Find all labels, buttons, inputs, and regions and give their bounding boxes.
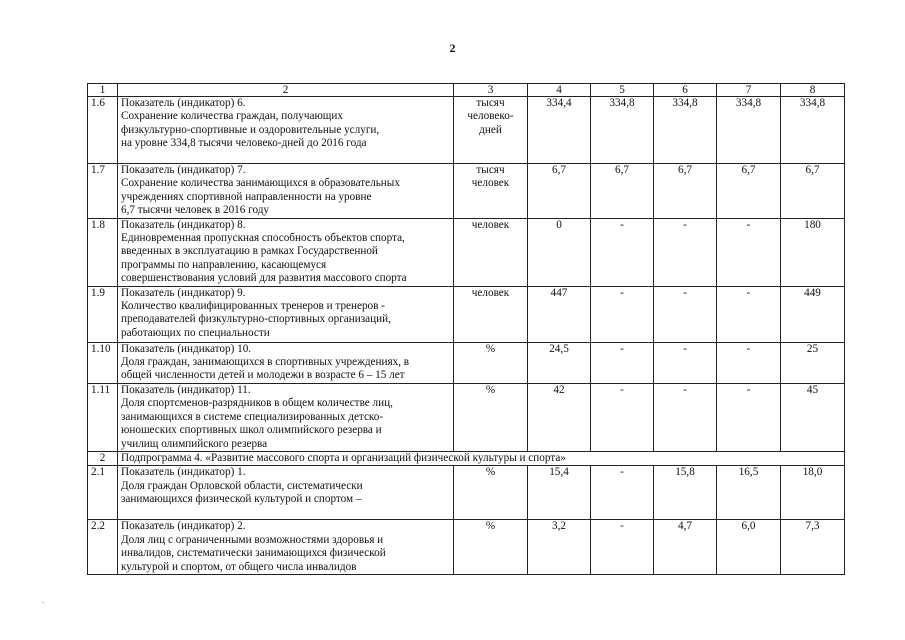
row-number: 2.2 [88, 520, 118, 575]
value-cell: 6,7 [781, 164, 845, 219]
description-line: Доля граждан, занимающихся в спортивных учреждениях, в [121, 356, 410, 369]
value-cell: 334,8 [781, 97, 845, 164]
description-line: Показатель (индикатор) 10. [121, 342, 252, 355]
description-line: Доля граждан Орловской области, систематически [121, 479, 363, 492]
value-cell: 7,3 [781, 520, 845, 575]
value-cell: - [717, 342, 781, 383]
value-cell: - [654, 286, 717, 342]
table-row [88, 218, 845, 286]
unit-line: % [485, 342, 496, 355]
value-cell: - [591, 466, 654, 520]
description-line: юношеских спортивных школ олимпийского резерва и [121, 424, 382, 437]
description-line: учреждениях спортивной направленности на уровне [121, 190, 372, 203]
indicator-description [118, 466, 454, 520]
value-cell: 42 [528, 383, 591, 451]
value-cell: 3,2 [528, 520, 591, 575]
value-cell: 24,5 [528, 342, 591, 383]
row-number: 2.1 [88, 466, 118, 520]
subprogram-title: Подпрограмма 4. «Развитие массового спорта и организаций физической культуры и спорта» [118, 451, 845, 465]
description-line: на уровне 334,8 тысячи человеко-дней до 2016 года [121, 137, 367, 150]
header-cell: 3 [454, 84, 528, 97]
description-line: Показатель (индикатор) 6. [121, 97, 246, 109]
indicator-description [118, 520, 454, 575]
indicator-description [118, 286, 454, 342]
value-cell: - [654, 342, 717, 383]
value-cell: 334,4 [528, 97, 591, 164]
value-cell: 6,7 [591, 164, 654, 219]
value-cell: 0 [528, 218, 591, 286]
description-line: училищ олимпийского резерва [121, 437, 268, 450]
unit-line: тысяч [476, 164, 505, 176]
indicator-description [118, 383, 454, 451]
unit-of-measure [454, 520, 528, 575]
value-cell: 6,7 [528, 164, 591, 219]
table-row [88, 383, 845, 451]
description-line: Сохранение количества граждан, получающих [121, 110, 343, 123]
table-row [88, 164, 845, 219]
unit-line: человек [471, 177, 510, 190]
value-cell: - [591, 218, 654, 286]
header-cell: 2 [118, 84, 454, 97]
value-cell: - [654, 218, 717, 286]
description-line: Доля спортсменов-разрядников в общем количестве лиц, [121, 397, 393, 410]
description-line: Показатель (индикатор) 2. [121, 520, 246, 533]
unit-of-measure [454, 466, 528, 520]
row-number: 1.9 [88, 286, 118, 342]
unit-of-measure [454, 286, 528, 342]
description-line: Единовременная пропускная способность объектов спорта, [121, 232, 405, 245]
value-cell: 45 [781, 383, 845, 451]
description-line: Количество квалифицированных тренеров и тренеров - [121, 300, 385, 313]
table-header-row [88, 84, 845, 97]
unit-of-measure [454, 218, 528, 286]
description-line: физкультурно-спортивные и оздоровительные услуги, [121, 123, 380, 136]
indicator-description [118, 97, 454, 164]
description-line: 6,7 тысячи человек в 2016 году [121, 204, 270, 217]
description-line: Сохранение количества занимающихся в образовательных [121, 177, 400, 190]
unit-line: дней [479, 123, 502, 136]
table-row [88, 466, 845, 520]
description-line: культурой и спортом, от общего числа инвалидов [121, 560, 357, 573]
unit-line: тысяч [476, 97, 505, 109]
value-cell: 334,8 [654, 97, 717, 164]
value-cell: 449 [781, 286, 845, 342]
header-cell: 4 [528, 84, 591, 97]
unit-line: человеко- [467, 110, 514, 123]
header-cell: 1 [88, 84, 118, 97]
description-line: Показатель (индикатор) 7. [121, 164, 246, 176]
header-cell: 5 [591, 84, 654, 97]
row-number: 1.8 [88, 218, 118, 286]
description-line: программы по направлению, касающемуся [121, 258, 327, 271]
value-cell: 180 [781, 218, 845, 286]
description-line: общей численности детей и молодежи в возрасте 6 – 15 лет [121, 369, 405, 382]
description-line: преподавателей физкультурно-спортивных организаций, [121, 313, 391, 326]
indicator-table [87, 83, 845, 575]
unit-line: человек [471, 286, 510, 299]
scan-speck [42, 602, 44, 603]
description-line: Показатель (индикатор) 8. [121, 218, 246, 231]
value-cell: 25 [781, 342, 845, 383]
value-cell: 334,8 [717, 97, 781, 164]
description-line: занимающихся в системе специализированных детско- [121, 410, 384, 423]
table-row [88, 97, 845, 164]
unit-line: человек [471, 218, 510, 231]
value-cell: - [717, 383, 781, 451]
description-line: инвалидов, систематически занимающихся физической [121, 547, 386, 560]
value-cell: - [717, 286, 781, 342]
indicator-description [118, 342, 454, 383]
row-number: 1.6 [88, 97, 118, 164]
value-cell: - [717, 218, 781, 286]
value-cell: 4,7 [654, 520, 717, 575]
description-line: Показатель (индикатор) 1. [121, 466, 246, 479]
unit-line: % [485, 466, 496, 479]
unit-of-measure [454, 97, 528, 164]
value-cell: - [591, 286, 654, 342]
value-cell: - [654, 383, 717, 451]
row-number: 1.10 [88, 342, 118, 383]
row-number: 1.11 [88, 383, 118, 451]
value-cell: 16,5 [717, 466, 781, 520]
unit-line: % [485, 520, 496, 533]
page-number: 2 [449, 41, 456, 55]
unit-of-measure [454, 383, 528, 451]
value-cell: 334,8 [591, 97, 654, 164]
table-row [88, 286, 845, 342]
description-line: Доля лиц с ограниченными возможностями здоровья и [121, 533, 384, 546]
unit-of-measure [454, 342, 528, 383]
description-line: Показатель (индикатор) 9. [121, 286, 246, 299]
header-cell: 6 [654, 84, 717, 97]
table-row [88, 520, 845, 575]
value-cell: 6,0 [717, 520, 781, 575]
description-line: Показатель (индикатор) 11. [121, 383, 251, 396]
indicator-description [118, 218, 454, 286]
value-cell: - [591, 383, 654, 451]
value-cell: - [591, 342, 654, 383]
value-cell: 6,7 [717, 164, 781, 219]
description-line: совершенствования условий для развития массового спорта [121, 272, 407, 285]
unit-of-measure [454, 164, 528, 219]
indicator-description [118, 164, 454, 219]
value-cell: 15,4 [528, 466, 591, 520]
description-line: введенных в эксплуатацию в рамках Государственной [121, 245, 378, 258]
unit-line: % [485, 383, 496, 396]
table-row [88, 342, 845, 383]
value-cell: 15,8 [654, 466, 717, 520]
description-line: работающих по специальности [121, 326, 270, 339]
row-number: 2 [88, 451, 118, 465]
header-cell: 8 [781, 84, 845, 97]
table-row [88, 451, 845, 465]
description-line: занимающихся физической культурой и спортом – [121, 493, 362, 506]
value-cell: 6,7 [654, 164, 717, 219]
row-number: 1.7 [88, 164, 118, 219]
value-cell: 18,0 [781, 466, 845, 520]
value-cell: 447 [528, 286, 591, 342]
header-cell: 7 [717, 84, 781, 97]
value-cell: - [591, 520, 654, 575]
